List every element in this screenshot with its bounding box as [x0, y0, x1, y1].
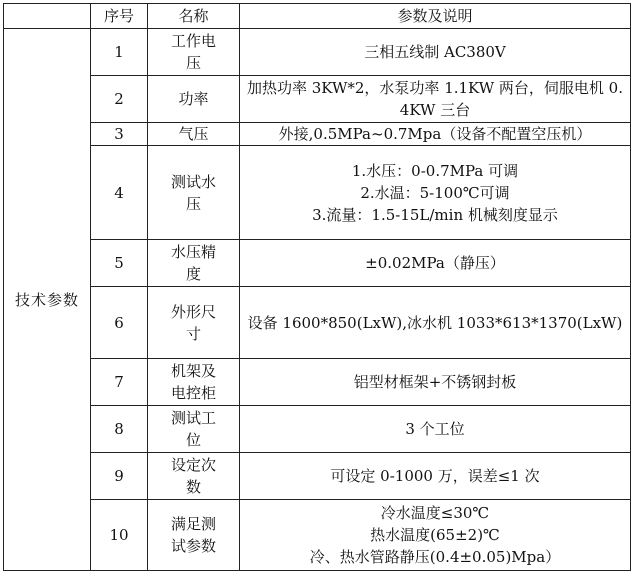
- row-params: [240, 29, 631, 76]
- row-params: [240, 359, 631, 406]
- param-line: 设备 1600*850(LxW),冰水机 1033*613*1370(LxW): [247, 313, 623, 332]
- param-line: 冷、热水管路静压(0.4±0.05)Mpa）: [309, 548, 561, 566]
- row-index: 7: [91, 359, 148, 406]
- param-line: ±0.02MPa（静压）: [365, 254, 505, 272]
- params-header: 参数及说明: [240, 4, 631, 29]
- row-index: 6: [91, 287, 148, 359]
- param-line: 外接,0.5MPa~0.7Mpa（设备不配置空压机）: [278, 125, 592, 143]
- table-row: [4, 76, 631, 123]
- row-name: 设定次数: [148, 453, 240, 500]
- row-name: 机架及电控柜: [148, 359, 240, 406]
- param-line: 2.水温：5-100℃可调: [360, 183, 510, 202]
- table-row: [4, 406, 631, 453]
- category-cell: 技术参数: [4, 29, 91, 571]
- row-params: [240, 287, 631, 359]
- table-row: [4, 500, 631, 571]
- table-row: [4, 240, 631, 287]
- param-line: 三相五线制 AC380V: [364, 43, 506, 61]
- row-params: [240, 500, 631, 571]
- table-row: [4, 146, 631, 240]
- table-row: [4, 359, 631, 406]
- param-line: 冷水温度≤30℃: [380, 504, 490, 522]
- row-index: 9: [91, 453, 148, 500]
- table-row: [4, 287, 631, 359]
- row-name: 水压精度: [148, 240, 240, 287]
- row-params: [240, 146, 631, 240]
- table-row: [4, 29, 631, 76]
- param-line: 3 个工位: [405, 420, 465, 438]
- row-name: 测试水压: [148, 146, 240, 240]
- row-index: 2: [91, 76, 148, 123]
- name-header: 名称: [148, 4, 240, 29]
- empty-corner-cell: [4, 4, 91, 29]
- row-params: [240, 123, 631, 146]
- row-params: [240, 240, 631, 287]
- row-params: [240, 76, 631, 123]
- row-name: 满足测试参数: [148, 500, 240, 571]
- row-index: 5: [91, 240, 148, 287]
- param-line: 加热功率 3KW*2，水泵功率 1.1KW 两台，伺服电机 0.4KW 三台: [246, 79, 623, 119]
- row-index: 1: [91, 29, 148, 76]
- table-row: [4, 453, 631, 500]
- row-index: 10: [91, 500, 148, 571]
- row-params: [240, 406, 631, 453]
- row-index: 4: [91, 146, 148, 240]
- row-name: 气压: [148, 123, 240, 146]
- param-line: 3.流量：1.5-15L/min 机械刻度显示: [312, 205, 558, 224]
- row-params: [240, 453, 631, 500]
- param-line: 热水温度(65±2)℃: [370, 526, 500, 544]
- index-header: 序号: [91, 4, 148, 29]
- row-index: 3: [91, 123, 148, 146]
- row-name: 工作电压: [148, 29, 240, 76]
- row-name: 外形尺寸: [148, 287, 240, 359]
- param-line: 铝型材框架+不锈钢封板: [353, 373, 517, 391]
- technical-parameters-table: [3, 3, 631, 571]
- row-name: 测试工位: [148, 406, 240, 453]
- row-index: 8: [91, 406, 148, 453]
- param-line: 可设定 0-1000 万，误差≤1 次: [330, 467, 540, 485]
- row-name: 功率: [148, 76, 240, 123]
- table-row: [4, 123, 631, 146]
- header-row: [4, 4, 631, 29]
- param-line: 1.水压：0-0.7MPa 可调: [351, 161, 519, 180]
